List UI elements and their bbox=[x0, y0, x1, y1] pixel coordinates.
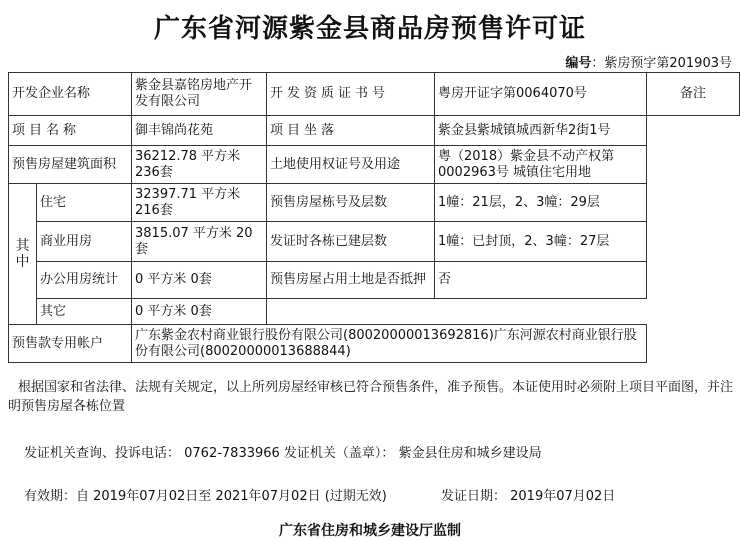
residential-label: 住宅 bbox=[37, 184, 132, 222]
commercial-value: 3815.07 平方米 20套 bbox=[132, 222, 267, 262]
mortgage-value: 否 bbox=[435, 262, 647, 299]
remarks-cell bbox=[647, 116, 740, 363]
qualification-value: 粤房开证字第0064070号 bbox=[435, 73, 647, 116]
project-location-label: 项目坐落 bbox=[267, 116, 435, 146]
land-cert-label: 土地使用权证号及用途 bbox=[267, 146, 435, 184]
qualification-label: 开发资质证书号 bbox=[267, 73, 435, 116]
built-floors-value: 1幢：已封顶，2、3幢：27层 bbox=[435, 222, 647, 262]
escrow-value: 广东紫金农村商业银行股份有限公司(80020000013692816)广东河源农村商业银行股份有限公司(80020000013688844) bbox=[132, 325, 647, 363]
developer-label: 开发企业名称 bbox=[9, 73, 132, 116]
permit-table bbox=[8, 72, 740, 363]
certificate-number-value: ：紫房预字第201903号 bbox=[591, 56, 732, 71]
escrow-label: 预售款专用帐户 bbox=[9, 325, 132, 363]
blank-cell bbox=[267, 299, 647, 325]
developer-value: 紫金县嘉铭房地产开发有限公司 bbox=[132, 73, 267, 116]
mortgage-label: 预售房屋占用土地是否抵押 bbox=[267, 262, 435, 299]
presale-buildings-label: 预售房屋栋号及层数 bbox=[267, 184, 435, 222]
land-cert-value: 粤（2018）紫金县不动产权第0002963号 城镇住宅用地 bbox=[435, 146, 647, 184]
built-floors-label: 发证时各栋已建层数 bbox=[267, 222, 435, 262]
validity-line: 有效期：自 2019年07月02日至 2021年07月02日 (过期无效) bbox=[24, 489, 387, 504]
certificate-number-label: 编号 bbox=[565, 56, 592, 71]
office-value: 0 平方米 0套 bbox=[132, 262, 267, 299]
residential-value: 32397.71 平方米216套 bbox=[132, 184, 267, 222]
certificate-number bbox=[565, 52, 732, 71]
notice-paragraph: 根据国家和省法律、法规有关规定，以上所列房屋经审核已符合预售条件，准予预售。本证使用时必须附上项目平面图，并注明预售房屋各栋位置 bbox=[8, 380, 734, 414]
other-value: 0 平方米 0套 bbox=[132, 299, 267, 325]
other-label: 其它 bbox=[37, 299, 132, 325]
project-name-value: 御丰锦尚花苑 bbox=[132, 116, 267, 146]
issue-date-line: 发证日期： 2019年07月02日 bbox=[441, 489, 616, 504]
project-location-value: 紫金县紫城镇城西新华2街1号 bbox=[435, 116, 647, 146]
remarks-label: 备注 bbox=[647, 73, 740, 116]
commercial-label: 商业用房 bbox=[37, 222, 132, 262]
presale-area-value: 36212.78 平方米236套 bbox=[132, 146, 267, 184]
presale-buildings-value: 1幢：21层，2、3幢：29层 bbox=[435, 184, 647, 222]
office-label: 办公用房统计 bbox=[37, 262, 132, 299]
contact-line: 发证机关查询、投诉电话： 0762-7833966 发证机关（盖章）： 紫金县住房和城乡建设局 bbox=[24, 446, 542, 461]
of-which-label: 其 中 bbox=[9, 184, 37, 325]
footer-supervisor: 广东省住房和城乡建设厅监制 bbox=[279, 523, 461, 539]
project-name-label: 项目名称 bbox=[9, 116, 132, 146]
presale-area-label: 预售房屋建筑面积 bbox=[9, 146, 132, 184]
page-title: 广东省河源紫金县商品房预售许可证 bbox=[153, 14, 586, 44]
